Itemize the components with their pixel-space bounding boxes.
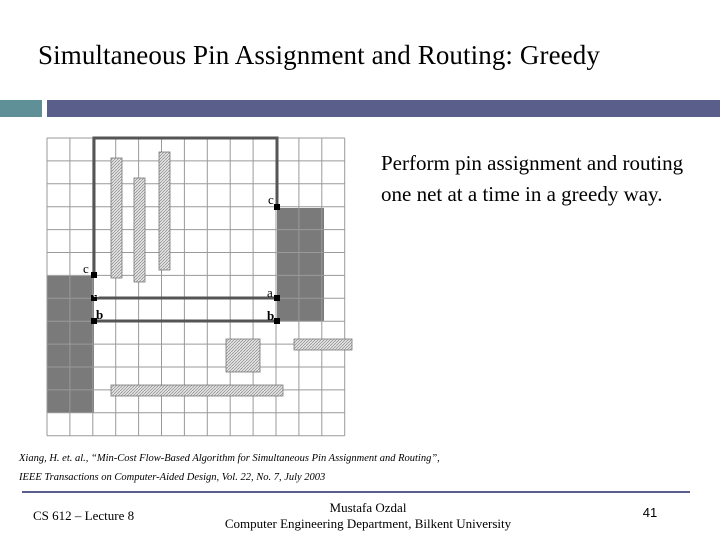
pin-label-a-left: a bbox=[93, 285, 99, 300]
pin-label-b-right: b bbox=[267, 308, 275, 323]
body-text: Perform pin assignment and routing one net at a time in a greedy way. bbox=[381, 151, 684, 206]
page-number: 41 bbox=[642, 505, 658, 520]
obstacle-vertical-1 bbox=[111, 158, 122, 278]
title-accent-bar bbox=[0, 100, 42, 117]
obstacle-square bbox=[226, 339, 260, 372]
obstacle-vertical-2 bbox=[134, 178, 145, 282]
pin-a-right bbox=[274, 295, 280, 301]
routing-grid-figure bbox=[42, 133, 364, 439]
pin-label-b-left: b bbox=[96, 307, 104, 322]
footer-department: Computer Engineering Department, Bilkent University bbox=[224, 516, 512, 531]
blockage-right bbox=[277, 208, 324, 321]
pin-label-c-left: c bbox=[83, 261, 89, 276]
citation-line-2: IEEE Transactions on Computer-Aided Design, Vol. 22, No. 7, July 2003 bbox=[19, 472, 326, 483]
citation bbox=[19, 449, 440, 487]
pin-c-left bbox=[91, 272, 97, 278]
footer-author: Mustafa Ozdal bbox=[329, 500, 407, 515]
title-underline-bar bbox=[47, 100, 720, 117]
footer-course: CS 612 – Lecture 8 bbox=[33, 508, 135, 523]
footer-author-block bbox=[210, 500, 526, 532]
obstacle-bar-bottom bbox=[111, 385, 283, 396]
pin-c-top bbox=[274, 204, 280, 210]
pin-label-c-top: c bbox=[268, 192, 274, 207]
routing-grid-svg bbox=[42, 133, 364, 439]
pin-label-a-right: a bbox=[267, 285, 273, 300]
slide-title: Simultaneous Pin Assignment and Routing: Greedy bbox=[38, 40, 600, 70]
obstacle-bar-right bbox=[294, 339, 352, 350]
obstacle-vertical-3 bbox=[159, 152, 170, 270]
citation-line-1: Xiang, H. et. al., “Min-Cost Flow-Based Algorithm for Simultaneous Pin Assignment and Routing”, bbox=[19, 453, 440, 464]
pin-b-right bbox=[274, 318, 280, 324]
footer-rule bbox=[22, 491, 690, 493]
